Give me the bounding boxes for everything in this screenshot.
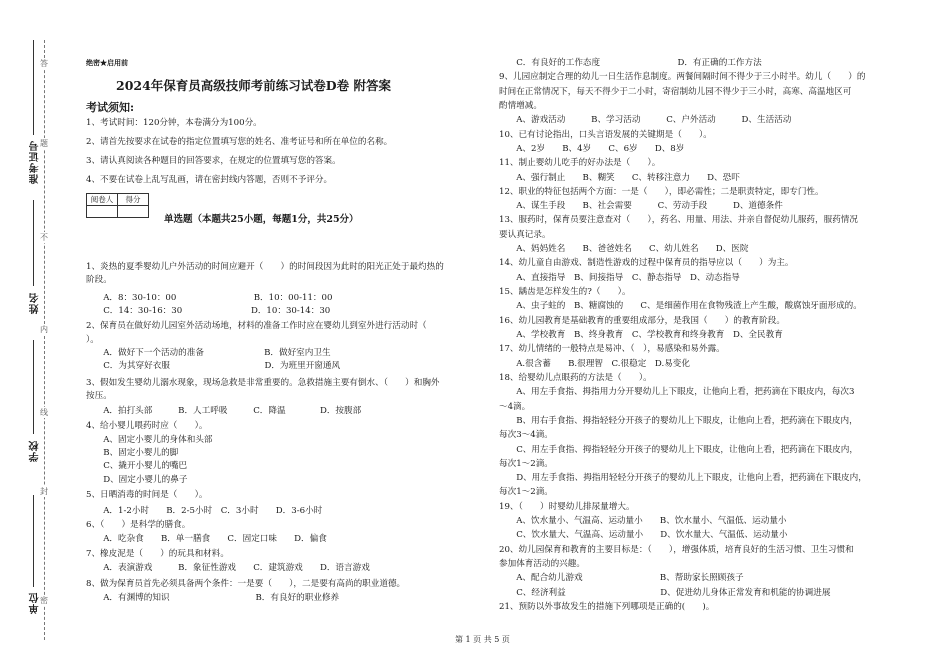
question-line: 每次1～2滴。	[499, 487, 553, 497]
notice-item: 4、不要在试卷上乱写乱画，请在密封线内答题，否则不予评分。	[86, 175, 333, 185]
question-line: ）。	[86, 335, 99, 345]
unit-label: 单位	[30, 592, 41, 614]
question-line: 2、保育员在做好幼儿园室外活动场地，材料的准备工作时应在婴幼儿到室外进行活动时（	[86, 321, 427, 331]
question-line: 6、（ ）是科学的膳食。	[86, 520, 191, 530]
question-line: 3、假如发生婴幼儿溺水现象，现场急救是非常重要的。急救措施主要有倒水、（ ）和胸外	[86, 378, 440, 388]
question-line: A、饮水量小、气温高、运动量小 B、饮水量小、气温低、运动量小	[499, 516, 787, 526]
question-line: A、强行制止 B、糊笑 C、转移注意力 D、恐吓	[499, 173, 740, 183]
question-line: 按压。	[86, 391, 112, 401]
score-label: 得分	[118, 194, 149, 206]
question-line: A、学校教育 B、终身教育 C、学校教育和终身教育 D、全民教育	[499, 330, 783, 340]
binding-margin	[0, 0, 60, 671]
seal-char: 内	[40, 325, 48, 334]
question-line: C、经济利益 D、促进幼儿身体正常发育和机能的协调进展	[499, 588, 831, 598]
question-line: A、直接指导 B、间接指导 C、静态指导 D、动态指导	[499, 273, 740, 283]
seal-char: 密	[40, 596, 48, 605]
notice-item: 1、考试时间：120分钟，本卷满分为100分。	[86, 118, 262, 128]
page-title: 2024年保育员高级技师考前练习试卷D卷 附答案	[116, 78, 391, 93]
question-line: 阶段。	[86, 275, 112, 285]
exam-number-fill-line	[33, 40, 34, 135]
question-line: 时间在正常情况下，每天不得少于二小时，寄宿制幼儿园不得少于三小时，高寒、高温地区可	[499, 87, 852, 97]
school-label: 学校	[30, 440, 41, 462]
question-line: C、用左手食指、拇指轻轻分开孩子的婴幼儿上下眼皮，让他向上看，把药滴在下眼皮内，	[499, 445, 858, 455]
question-line: 11、制止婴幼儿吃手的好办法是（ ）。	[499, 158, 661, 168]
score-cell[interactable]	[118, 206, 149, 218]
question-line: 7、橡皮泥是（ ）的玩具和材料。	[86, 549, 229, 559]
question-line: A、妈妈姓名 B、爸爸姓名 C、幼儿姓名 D、医院	[499, 244, 749, 254]
question-line: A、游戏活动 B、学习活动 C、户外活动 D、生活活动	[499, 115, 792, 125]
seal-dashed-line	[44, 40, 45, 640]
question-line: 19、（ ）时婴幼儿排尿量增大。	[499, 502, 635, 512]
grader-cell[interactable]	[87, 206, 118, 218]
question-line: A、固定小婴儿的身体和头部	[86, 435, 213, 445]
question-line: 每次3～4滴。	[499, 430, 553, 440]
notice-heading: 考试须知:	[86, 101, 135, 114]
question-line: A．表演游戏 B．象征性游戏 C．建筑游戏 D．语言游戏	[86, 563, 370, 573]
question-line: 10、已有讨论指出，口头言语发展的关键期是（ ）。	[499, 130, 712, 140]
question-line: 5、日晒消毒的时间是（ ）。	[86, 490, 208, 500]
grader-label: 阅卷人	[87, 194, 118, 206]
question-line: A．拍打头部 B．人工呼吸 C．降温 D．按腹部	[86, 406, 362, 416]
question-line: C．14：30-16：30 D．10：30-14：30	[86, 306, 331, 316]
notice-item: 3、请认真阅读各种题目的回答要求，在规定的位置填写您的答案。	[86, 156, 341, 166]
question-line: A、虫子蛀的 B、糖腐蚀的 C、是细菌作用在食物残渣上产生酸，酸腐蚀牙面形成的。	[499, 301, 862, 311]
question-line: A．有渊博的知识 B．有良好的职业修养	[86, 593, 340, 603]
question-line: B、固定小婴儿的脚	[86, 448, 179, 458]
question-line: A.很含蓄 B.很理智 C.很稳定 D.易变化	[499, 359, 690, 369]
section-heading: 单选题（本题共25小题，每题1分，共25分）	[164, 214, 359, 225]
question-line: C、饮水量大、气温高、运动量小 D、饮水量大、气温低、运动量小	[499, 530, 788, 540]
question-line: C、撬开小婴儿的嘴巴	[86, 461, 188, 471]
question-line: 20、幼儿园保育和教育的主要目标是：（ ），增强体质，培育良好的生活习惯、卫生习惯和	[499, 545, 854, 555]
question-line: A．1-2小时 B．2-5小时 C．3小时 D．3-6小时	[86, 506, 323, 516]
question-line: A、谋生手段 B、社会需要 C、劳动手段 D、道德条件	[499, 201, 783, 211]
name-label: 姓名	[30, 292, 41, 314]
name-fill-line	[33, 200, 34, 286]
seal-char: 封	[40, 487, 48, 496]
question-line: B、用右手食指、拇指轻轻分开孩子的婴幼儿上下眼皮，让他向上看，把药滴在下眼皮内，	[499, 416, 858, 426]
seal-char: 答	[40, 59, 48, 68]
question-line: A、2岁 B、4岁 C、6岁 D、8岁	[499, 144, 685, 154]
score-table	[86, 193, 149, 218]
question-line: 14、幼儿童自由游戏、制造性游戏的过程中保育员的指导应以（ ）为主。	[499, 258, 794, 268]
question-line: 18、给婴幼儿点眼药的方法是（ ）。	[499, 373, 652, 383]
exam-number-label: 准考证号	[30, 140, 41, 184]
question-line: 参加体育活动的兴趣。	[499, 559, 585, 569]
question-line: 12、职业的特征包括两个方面：一是（ ），即必需性；二是职责特定，即专门性。	[499, 187, 824, 197]
question-line: 4、给小婴儿喂药时应（ ）。	[86, 421, 208, 431]
question-line: 15、龋齿是怎样发生的?（ ）。	[499, 287, 631, 297]
notice-item: 2、请首先按要求在试卷的指定位置填写您的姓名、准考证号和所在单位的名称。	[86, 137, 393, 147]
seal-char: 线	[40, 408, 48, 417]
question-line: D、用左手食指、拇指用轻轻分开孩子的婴幼儿上下眼皮，让他向上看，把药滴在下眼皮内，	[499, 473, 867, 483]
secret-mark: 绝密★启用前	[86, 58, 128, 67]
question-line: 13、服药时，保育员要注意查对（ ），药名、用量、用法、并亲自督促幼儿服药，服药情况	[499, 215, 858, 225]
question-line: 酌情增减。	[499, 101, 542, 111]
question-line: 每次1～2滴。	[499, 459, 553, 469]
question-line: A、用左手食指、拇指用力分开婴幼儿上下眼皮，让他向上看，把药滴在下眼皮内，每次3	[499, 387, 855, 397]
question-line: 16、幼儿园教育是基础教育的重要组成部分，是我国（ ）的教育阶段。	[499, 316, 785, 326]
question-line: A．8：30-10：00 B．10：00-11：00	[86, 293, 333, 303]
question-line: 21、预防以外事故发生的措施下列哪项是正确的( )。	[499, 602, 715, 612]
question-line: 17、幼儿情绪的一般特点是易冲、（ ），易感染和易外露。	[499, 344, 725, 354]
question-line: A．吃杂食 B．单一膳食 C．固定口味 D．偏食	[86, 534, 327, 544]
seal-char: 题	[40, 139, 48, 148]
question-line: A、配合幼儿游戏 B、帮助家长照顾孩子	[499, 573, 744, 583]
question-line: C．为其穿好衣服 D．为班里开窗通风	[86, 361, 341, 371]
question-line: ～4滴。	[499, 402, 531, 412]
question-line: 要认真记录。	[499, 230, 551, 240]
question-line: C．有良好的工作态度 D．有正确的工作方法	[499, 58, 762, 68]
question-line: 1、炎热的夏季婴幼儿户外活动的时间应避开（ ）的时间段因为此时的阳光正处于最灼热的	[86, 262, 444, 272]
unit-fill-line	[33, 495, 34, 587]
question-line: D、固定小婴儿的鼻子	[86, 475, 188, 485]
school-fill-line	[33, 340, 34, 434]
question-line: 8、做为保育员首先必须具备两个条件：一是要（ ），二是要有高尚的职业道德。	[86, 579, 406, 589]
question-line: A．做好下一个活动的准备 B．做好室内卫生	[86, 348, 331, 358]
seal-char: 不	[40, 233, 48, 242]
question-line: 9、儿园应制定合理的幼儿一日生活作息制度。两餐间隔时间不得少于三小时半。幼儿（ ）的	[499, 72, 866, 82]
page-footer: 第 1 页 共 5 页	[455, 635, 510, 644]
